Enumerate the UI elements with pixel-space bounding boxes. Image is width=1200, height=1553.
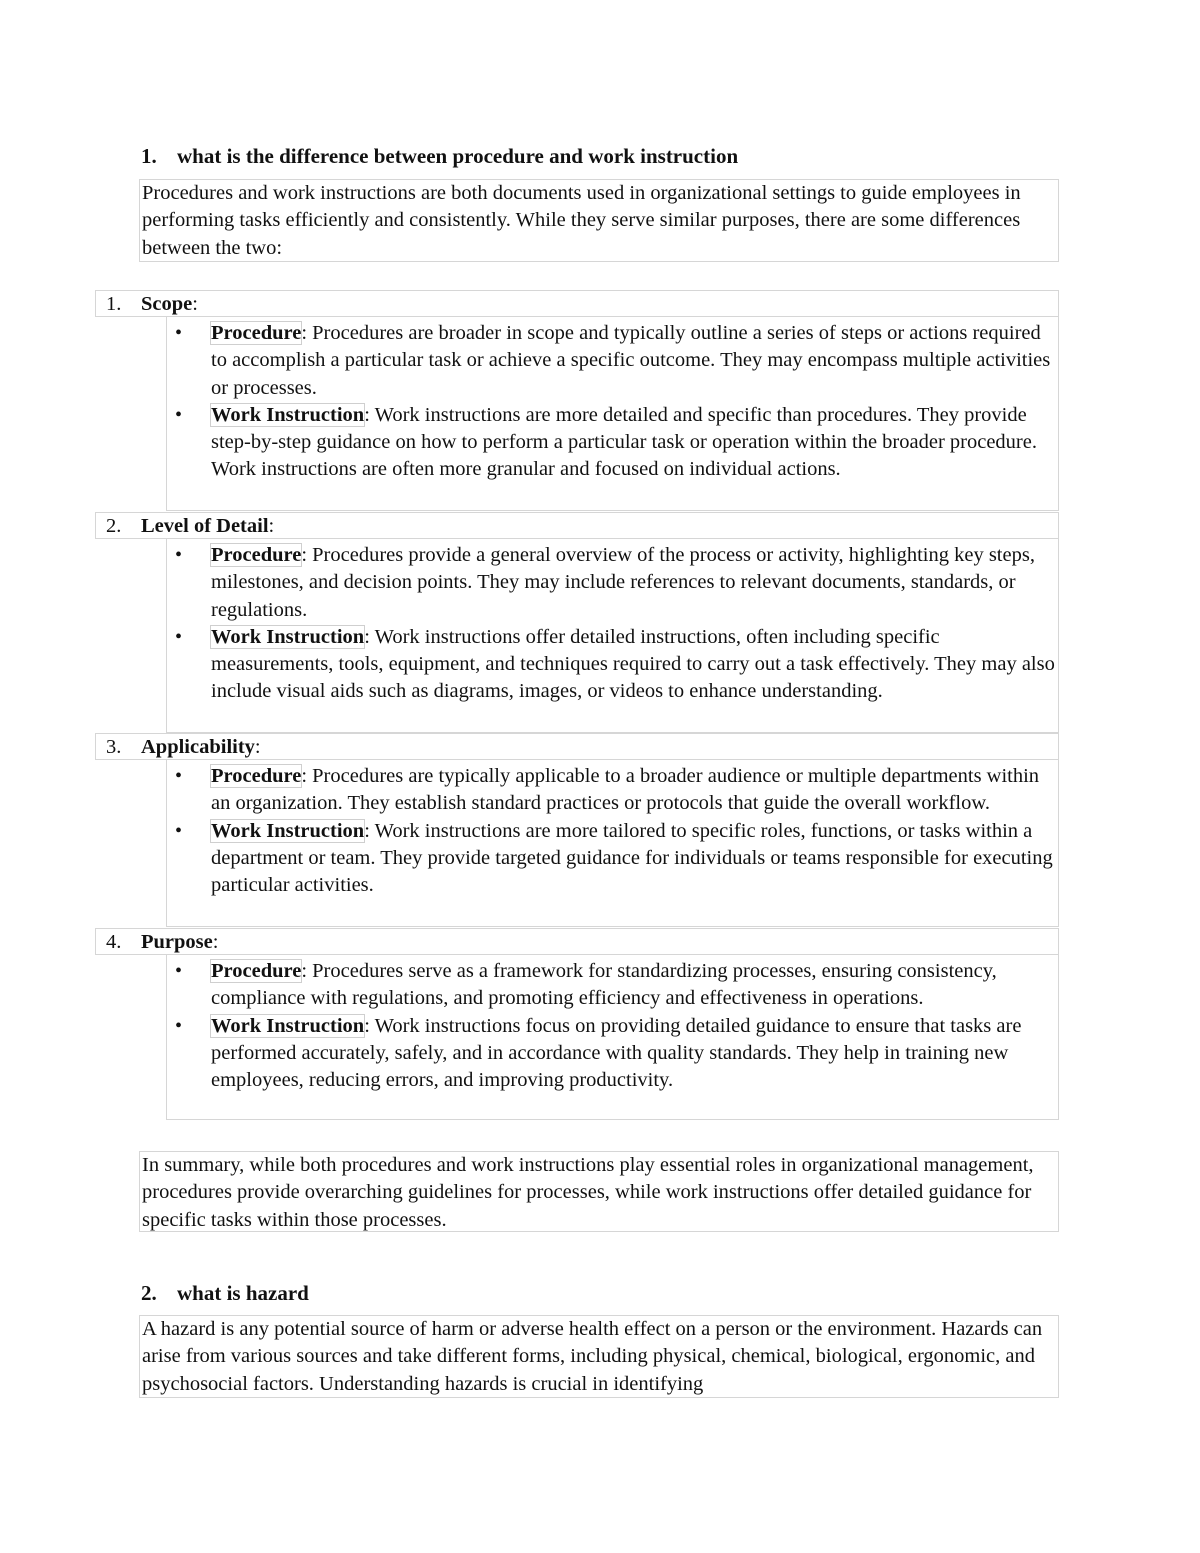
bullet-icon: • [175, 403, 183, 426]
section-number: 1. [106, 293, 122, 315]
section-title: Applicability [141, 736, 255, 758]
list-item [167, 402, 1058, 484]
bullet-icon: • [175, 1014, 183, 1037]
bullet-icon: • [175, 819, 183, 842]
bullet-term: Procedure [211, 960, 302, 982]
bullet-term: Work Instruction [211, 1014, 365, 1037]
bullet-term: Procedure [211, 322, 302, 344]
section-body-purpose [166, 955, 1059, 1120]
bullet-text: : Procedures are typically applicable to a broader audience or multiple departments within an organization. They establish standard practices or protocols that guide the overall workflow. [211, 765, 1040, 815]
list-item [167, 958, 1058, 1013]
section-title: Purpose [141, 931, 213, 953]
bullet-term: Work Instruction [211, 403, 365, 426]
section-colon: : [254, 736, 261, 758]
section-number: 4. [106, 931, 122, 953]
bullet-text: : Work instructions are more tailored to specific roles, functions, or tasks within a department or team. They provide targeted guidance for individuals or teams responsible for executing particular activities. [211, 819, 1053, 897]
list-item [167, 542, 1058, 624]
bullet-term: Work Instruction [211, 625, 365, 648]
section-body-scope [166, 317, 1059, 511]
question-title: what is the difference between procedure and work instruction [177, 144, 739, 168]
question-number: 1. [141, 144, 157, 168]
section-heading-level-of-detail [95, 512, 1059, 539]
bullet-icon: • [175, 322, 183, 344]
question-heading [141, 1280, 309, 1307]
bullet-term: Procedure [211, 765, 302, 787]
question-number: 2. [141, 1281, 157, 1305]
section-body-applicability [166, 760, 1059, 927]
list-item [167, 818, 1058, 900]
bullet-text: : Procedures serve as a framework for standardizing processes, ensuring consistency, compliance with regulations, and promoting efficiency and effectiveness in operations. [211, 960, 997, 1010]
section-number: 3. [106, 736, 122, 758]
section-number: 2. [106, 515, 122, 537]
question-heading [141, 143, 738, 170]
bullet-icon: • [175, 544, 183, 566]
bullet-text: : Work instructions are more detailed and specific than procedures. They provide step-by-step guidance on how to perform a particular task or operation within the broader procedure. Work instructions are often more granular and focused on individual actions. [211, 403, 1037, 481]
section-title: Scope [141, 293, 193, 315]
bullet-icon: • [175, 625, 183, 648]
section-colon: : [192, 293, 198, 315]
bullet-text: : Procedures are broader in scope and typically outline a series of steps or actions required to accomplish a particular task or achieve a specific outcome. They may encompass multiple activities or processes. [211, 322, 1051, 399]
intro-paragraph: Procedures and work instructions are both documents used in organizational settings to guide employees in performing tasks efficiently and consistently. While they serve similar purposes, there are some differences between the two: [139, 179, 1059, 262]
summary-paragraph: In summary, while both procedures and work instructions play essential roles in organizational management, procedures provide overarching guidelines for processes, while work instructions offer detailed guidance for specific tasks within those processes. [139, 1151, 1059, 1232]
list-item [167, 320, 1058, 402]
bullet-icon: • [175, 765, 183, 787]
hazard-paragraph: A hazard is any potential source of harm or adverse health effect on a person or the environment. Hazards can arise from various sources and take different forms, including physical, chemical, biological, ergonomic, and psychosocial factors. Understanding hazards is crucial in identifying [139, 1315, 1059, 1398]
section-body-level-of-detail [166, 539, 1059, 733]
bullet-term: Work Instruction [211, 819, 365, 842]
list-item [167, 763, 1058, 818]
section-colon: : [212, 931, 219, 953]
bullet-text: : Procedures provide a general overview of the process or activity, highlighting key steps, milestones, and decision points. They may include references to relevant documents, standards, or regulations. [211, 544, 1035, 621]
bullet-term: Procedure [211, 544, 302, 566]
bullet-icon: • [175, 960, 183, 982]
section-heading-scope [95, 290, 1059, 317]
question-title: what is hazard [177, 1281, 309, 1305]
section-title: Level of Detail [141, 515, 269, 537]
section-heading-applicability [95, 733, 1059, 760]
bullet-text: : Work instructions offer detailed instructions, often including specific measurements, tools, equipment, and techniques required to carry out a task effectively. They may also include visual aids such as diagrams, images, or videos to enhance understanding. [211, 625, 1055, 703]
section-heading-purpose [95, 928, 1059, 955]
section-colon: : [268, 515, 275, 537]
bullet-text: : Work instructions focus on providing detailed guidance to ensure that tasks are performed accurately, safely, and in accordance with quality standards. They help in training new employees, reducing errors, and improving productivity. [211, 1014, 1022, 1092]
list-item [167, 624, 1058, 706]
list-item [167, 1013, 1058, 1095]
